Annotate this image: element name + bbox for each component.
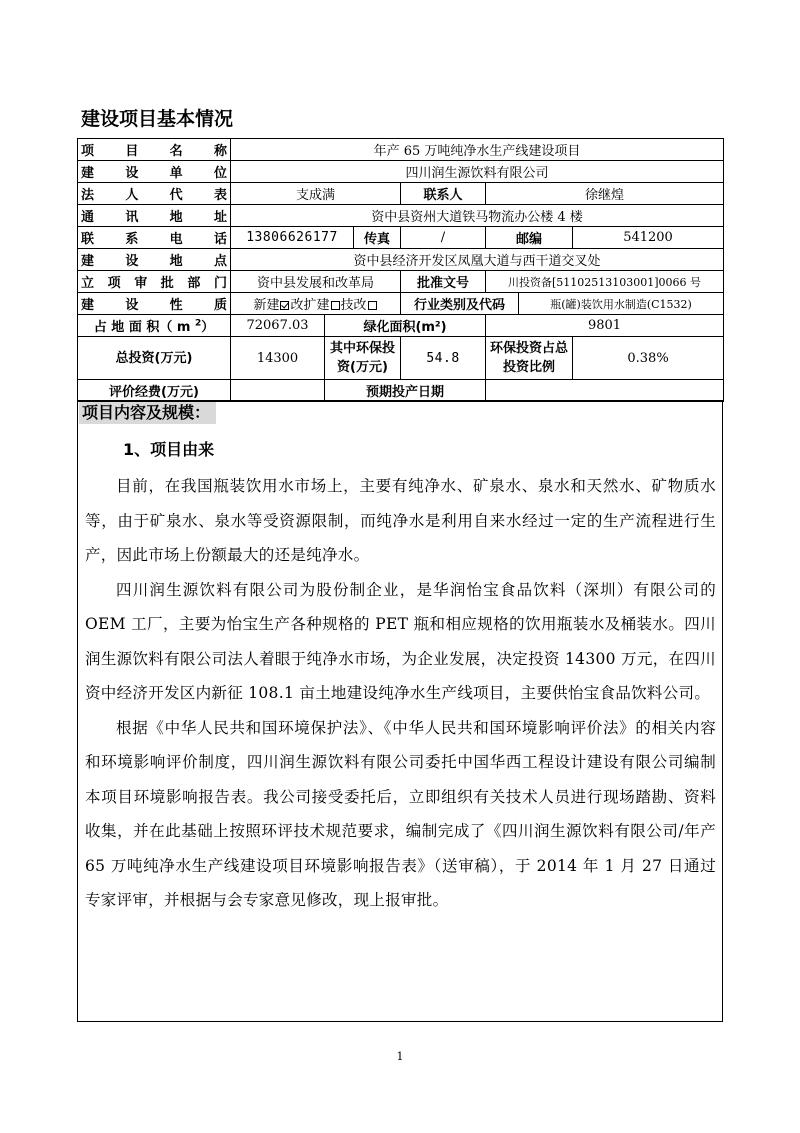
row-area	[78, 315, 724, 337]
row-invest	[78, 337, 724, 380]
row-site	[78, 249, 724, 271]
nature-new-checkbox[interactable]	[280, 301, 289, 310]
fax-label: 传真	[354, 227, 401, 249]
legal-rep-label: 法 人 代 表	[78, 183, 231, 205]
site-label: 建 设 地 点	[78, 249, 231, 271]
contact-value: 徐继煌	[486, 183, 724, 205]
nature-tech-label: 技改	[340, 298, 367, 313]
site-value: 资中县经济开发区凤凰大道与西干道交叉处	[231, 249, 724, 271]
phone-label: 联 系 电 话	[78, 227, 231, 249]
eval-fee-label: 评价经费(万元)	[78, 380, 231, 402]
contact-label: 联系人	[401, 183, 486, 205]
row-nature	[78, 293, 724, 315]
area-label-text: 占 地 面 积（ m $^2$）	[93, 318, 215, 335]
approval-dept-value: 资中县发展和改革局	[231, 271, 401, 293]
env-invest-label: 其中环保投资(万元)	[325, 337, 401, 380]
area-unit-superscript: 2	[194, 318, 202, 329]
project-name-value: 年产 65 万吨纯净水生产线建设项目	[231, 139, 724, 161]
address-value: 资中县资州大道铁马物流办公楼 4 楼	[231, 205, 724, 227]
prod-date-value	[486, 380, 724, 402]
nature-new-label: 新建	[253, 298, 280, 313]
approval-no-label: 批准文号	[401, 271, 486, 293]
row-phone	[78, 227, 724, 249]
nature-tech-checkbox[interactable]	[368, 301, 377, 310]
invest-value: 14300	[231, 337, 325, 380]
basic-info-table	[77, 138, 724, 402]
area-value: 72067.03	[231, 315, 325, 337]
env-ratio-label: 环保投资占总投资比例	[486, 337, 573, 380]
row-eval	[78, 380, 724, 402]
approval-no-value: 川投资备[51102513103001]0066 号	[486, 271, 724, 293]
industry-label: 行业类别及代码	[401, 293, 519, 315]
env-ratio-value: 0.38%	[573, 337, 724, 380]
org-value: 四川润生源饮料有限公司	[231, 161, 724, 183]
section-label: 项目内容及规模：	[79, 402, 216, 424]
approval-dept-label: 立 项 审 批 部 门	[78, 271, 231, 293]
eval-fee-value	[231, 380, 325, 402]
nature-options	[231, 293, 401, 315]
org-label: 建 设 单 位	[78, 161, 231, 183]
invest-label: 总投资(万元)	[78, 337, 231, 380]
row-project-name	[78, 139, 724, 161]
body-text	[85, 469, 716, 918]
page-number: 1	[396, 1050, 404, 1063]
industry-value: 瓶(罐)装饮用水制造(C1532)	[519, 293, 724, 315]
subheading-project-origin: 1、项目由来	[123, 440, 215, 459]
fax-value: /	[401, 227, 486, 249]
env-invest-value: 54.8	[401, 337, 486, 380]
row-address	[78, 205, 724, 227]
nature-expand-label: 改扩建	[290, 298, 330, 313]
green-label: 绿化面积(m²)	[325, 315, 486, 337]
document-title: 建设项目基本情况	[81, 108, 234, 130]
postcode-value: 541200	[573, 227, 724, 249]
project-name-label: 项 目 名 称	[78, 139, 231, 161]
area-label	[78, 315, 231, 337]
project-content-section	[77, 400, 723, 1022]
green-value: 9801	[486, 315, 724, 337]
nature-label: 建 设 性 质	[78, 293, 231, 315]
row-org	[78, 161, 724, 183]
postcode-label: 邮编	[486, 227, 573, 249]
address-label: 通 讯 地 址	[78, 205, 231, 227]
prod-date-label: 预期投产日期	[325, 380, 486, 402]
nature-expand-checkbox[interactable]	[331, 301, 340, 310]
phone-value: 13806626177	[231, 227, 354, 249]
paragraph: 四川润生源饮料有限公司为股份制企业，是华润怡宝食品饮料（深圳）有限公司的 OEM 工厂，主要为怡宝生产各种规格的 PET 瓶和相应规格的饮用瓶装水及桶装水。四川润生源饮料有限公司法人着眼于纯净水市场，为企业发展，决定投资 14300 万元，在四川资中经济开发区内新征 108.1 亩土地建设纯净水生产线项目，主要供怡宝食品饮料公司。	[85, 580, 716, 702]
row-approval	[78, 271, 724, 293]
legal-rep-value: 支成满	[231, 183, 401, 205]
row-legal-rep	[78, 183, 724, 205]
paragraph: 根据《中华人民共和国环境保护法》、《中华人民共和国环境影响评价法》的相关内容和环境影响评价制度，四川润生源饮料有限公司委托中国华西工程设计建设有限公司编制本项目环境影响报告表。我公司接受委托后，立即组织有关技术人员进行现场踏勘、资料收集，并在此基础上按照环评技术规范要求，编制完成了《四川润生源饮料有限公司/年产 65 万吨纯净水生产线建设项目环境影响报告表》（送审稿），于 2014 年 1 月 27 日通过专家评审，并根据与会专家意见修改，现上报审批。	[85, 718, 716, 909]
paragraph: 目前，在我国瓶装饮用水市场上，主要有纯净水、矿泉水、泉水和天然水、矿物质水等，由于矿泉水、泉水等受资源限制，而纯净水是利用自来水经过一定的生产流程进行生产，因此市场上份额最大的还是纯净水。	[85, 477, 716, 564]
